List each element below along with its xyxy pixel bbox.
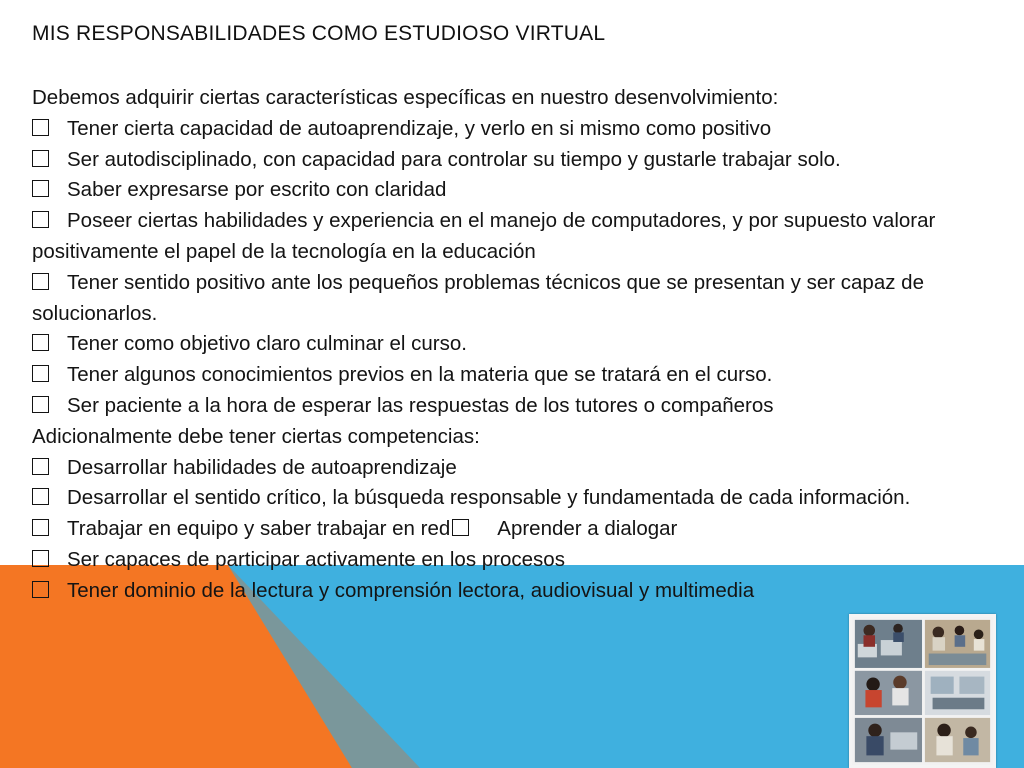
list-item — [32, 206, 972, 268]
checkbox-outline-icon — [32, 211, 49, 228]
list-item — [32, 175, 972, 206]
checkbox-outline-icon — [32, 581, 49, 598]
checkbox-outline-icon — [32, 119, 49, 136]
item-text: Ser autodisciplinado, con capacidad para controlar su tiempo y gustarle trabajar solo. — [67, 147, 841, 171]
collage-photo-icon — [852, 617, 993, 765]
checkbox-outline-icon — [32, 458, 49, 475]
checkbox-outline-icon — [32, 550, 49, 567]
checkbox-outline-icon — [32, 396, 49, 413]
item-text: Ser paciente a la hora de esperar las respuestas de los tutores o compañeros — [67, 393, 774, 417]
intro-text: Debemos adquirir ciertas características específicas en nuestro desenvolvimiento: — [32, 86, 779, 109]
checkbox-outline-icon — [452, 519, 469, 536]
list-item — [32, 545, 972, 576]
list-item — [32, 145, 972, 176]
item-text: Aprender a dialogar — [497, 517, 678, 541]
item-text: Saber expresarse por escrito con claridad — [67, 178, 447, 202]
list-item — [32, 114, 972, 145]
slide-body — [32, 83, 972, 607]
list-item — [32, 576, 972, 607]
students-collage-image — [849, 614, 996, 768]
item-text: Trabajar en equipo y saber trabajar en red — [67, 517, 451, 541]
list-item — [32, 483, 972, 514]
list-item — [32, 391, 972, 422]
item-text: Tener dominio de la lectura y comprensión lectora, audiovisual y multimedia — [67, 578, 755, 602]
item-text: Desarrollar el sentido crítico, la búsqueda responsable y fundamentada de cada información. — [67, 486, 911, 510]
item-text: Desarrollar habilidades de autoaprendizaje — [67, 455, 457, 479]
item-text: Tener sentido positivo ante los pequeños problemas técnicos que se presentan y ser capaz de solucionarlos. — [32, 270, 924, 325]
item-text: Ser capaces de participar activamente en los procesos — [67, 547, 565, 571]
list-item — [32, 360, 972, 391]
slide-title: MIS RESPONSABILIDADES COMO ESTUDIOSO VIRTUAL — [32, 22, 606, 45]
checkbox-outline-icon — [32, 365, 49, 382]
item-text: Tener algunos conocimientos previos en la materia que se tratará en el curso. — [67, 363, 773, 387]
checkbox-outline-icon — [32, 180, 49, 197]
list-item — [32, 514, 972, 545]
sub-intro-text: Adicionalmente debe tener ciertas competencias: — [32, 424, 480, 448]
list-item — [32, 268, 972, 330]
checkbox-outline-icon — [32, 150, 49, 167]
checkbox-outline-icon — [32, 334, 49, 351]
item-text: Tener como objetivo claro culminar el curso. — [67, 332, 467, 356]
item-text: Tener cierta capacidad de autoaprendizaje, y verlo en si mismo como positivo — [67, 116, 772, 140]
checkbox-outline-icon — [32, 488, 49, 505]
item-text: Poseer ciertas habilidades y experiencia en el manejo de computadores, y por supuesto valorar positivamente el papel de la tecnología en la educación — [32, 209, 936, 263]
checkbox-outline-icon — [32, 519, 49, 536]
list-item — [32, 453, 972, 484]
checkbox-outline-icon — [32, 273, 49, 290]
list-item — [32, 329, 972, 360]
